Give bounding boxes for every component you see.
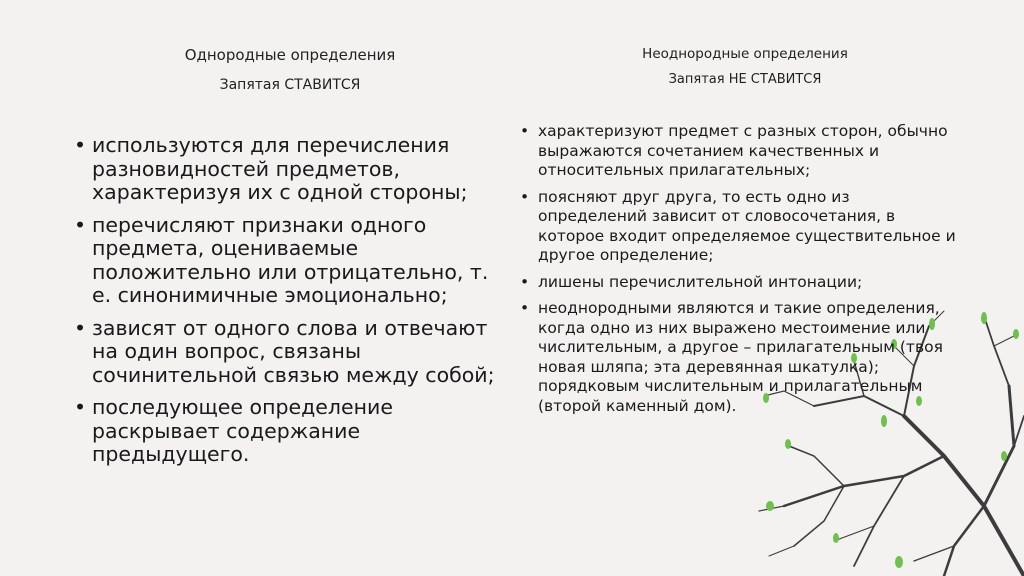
list-item: • неоднородными являются и такие определения, когда одно из них выражено местоимение или числительным, а другое – прилагательным (твоя новая шляпа; эта деревянная шкатулка); порядковым числительным и прилагательным (второй каменный дом). (520, 299, 960, 416)
left-title: Однородные определения (184, 46, 396, 64)
list-item: • перечисляют признаки одного предмета, оцениваемые положительно или отрицательно, т. е. синонимичные эмоционально; (74, 214, 504, 308)
right-bullet-list (520, 122, 960, 423)
list-item: • поясняют друг друга, то есть одно из определений зависит от словосочетания, в которое входит определяемое существительное и другое определение; (520, 188, 960, 266)
right-column-header (560, 44, 930, 90)
left-subtitle: Запятая СТАВИТСЯ (219, 77, 361, 93)
right-title: Неоднородные определения (642, 46, 848, 62)
left-bullet-list (74, 134, 504, 476)
list-item: • используются для перечисления разновидностей предметов, характеризуя их с одной стороны; (74, 134, 504, 205)
list-item: • лишены перечислительной интонации; (520, 273, 960, 293)
list-item: • последующее определение раскрывает содержание предыдущего. (74, 396, 504, 467)
left-column-header (120, 44, 460, 96)
list-item: • характеризуют предмет с разных сторон, обычно выражаются сочетанием качественных и относительных прилагательных; (520, 122, 960, 181)
list-item: • зависят от одного слова и отвечают на один вопрос, связаны сочинительной связью между собой; (74, 317, 504, 388)
right-subtitle: Запятая НЕ СТАВИТСЯ (668, 72, 822, 87)
